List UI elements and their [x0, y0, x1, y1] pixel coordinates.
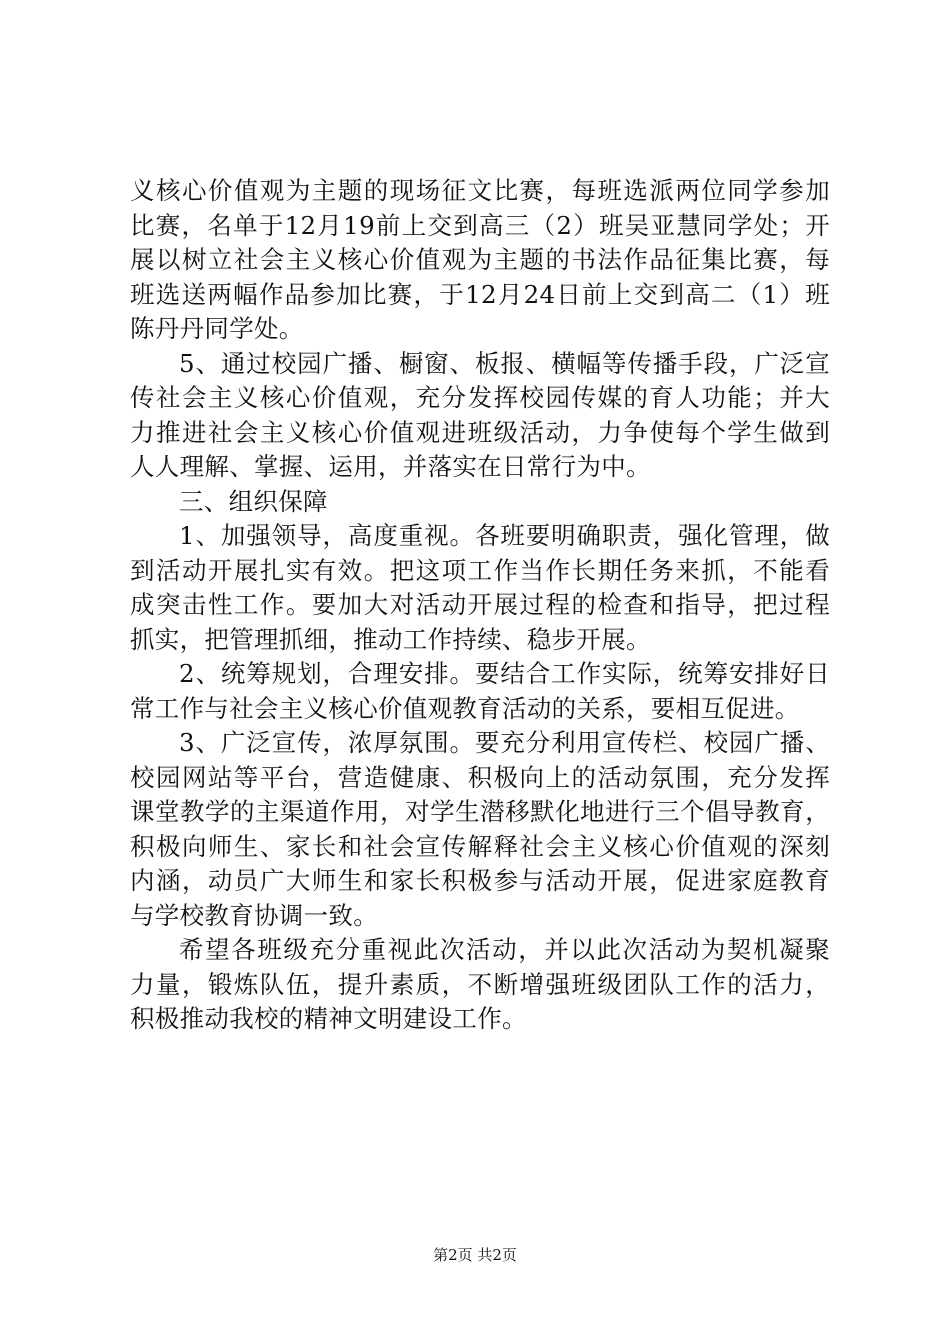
- text-line: 三、组织保障: [179, 486, 328, 516]
- text-line: 校园网站等平台，营造健康、积极向上的活动氛围，充分发挥: [130, 762, 830, 792]
- text-line: 义核心价值观为主题的现场征文比赛，每班选派两位同学参加: [130, 176, 830, 205]
- text-line: 2、统筹规划，合理安排。要结合工作实际，统筹安排好日: [179, 659, 830, 688]
- text-line: 常工作与社会主义核心价值观教育活动的关系，要相互促进。: [130, 693, 800, 723]
- text-line: 展以树立社会主义核心价值观为主题的书法作品征集比赛，每: [130, 245, 830, 274]
- text-line: 陈丹丹同学处。: [130, 314, 304, 343]
- document-body: [130, 174, 830, 1037]
- text-line: 比赛，名单于12月19前上交到高三（2）班吴亚慧同学处；开: [130, 210, 830, 240]
- text-line: 与学校教育协调一致。: [130, 900, 378, 930]
- page-footer: 第2页 共2页: [433, 1246, 517, 1264]
- text-line: 内涵，动员广大师生和家长积极参与活动开展，促进家庭教育: [130, 866, 830, 895]
- text-line: 班选送两幅作品参加比赛，于12月24日前上交到高二（1）班: [130, 279, 830, 309]
- text-line: 积极推动我校的精神文明建设工作。: [130, 1004, 527, 1033]
- text-line: 人人理解、掌握、运用，并落实在日常行为中。: [130, 452, 651, 481]
- text-line: 力推进社会主义核心价值观进班级活动，力争使每个学生做到: [130, 417, 830, 447]
- text-line: 3、广泛宣传，浓厚氛围。要充分利用宣传栏、校园广播、: [179, 728, 830, 757]
- text-line: 课堂教学的主渠道作用，对学生潜移默化地进行三个倡导教育，: [130, 797, 830, 826]
- text-line: 积极向师生、家长和社会宣传解释社会主义核心价值观的深刻: [130, 831, 830, 861]
- text-line: 希望各班级充分重视此次活动，并以此次活动为契机凝聚: [179, 935, 830, 964]
- text-line: 5、通过校园广播、橱窗、板报、横幅等传播手段，广泛宣: [179, 348, 830, 378]
- text-line: 到活动开展扎实有效。把这项工作当作长期任务来抓，不能看: [130, 555, 830, 585]
- text-line: 抓实，把管理抓细，推动工作持续、稳步开展。: [130, 624, 651, 654]
- text-line: 1、加强领导，高度重视。各班要明确职责，强化管理，做: [179, 521, 830, 550]
- text-line: 成突击性工作。要加大对活动开展过程的检查和指导，把过程: [130, 590, 830, 619]
- text-line: 力量，锻炼队伍，提升素质，不断增强班级团队工作的活力，: [130, 969, 830, 999]
- text-line: 传社会主义核心价值观，充分发挥校园传媒的育人功能；并大: [130, 383, 830, 412]
